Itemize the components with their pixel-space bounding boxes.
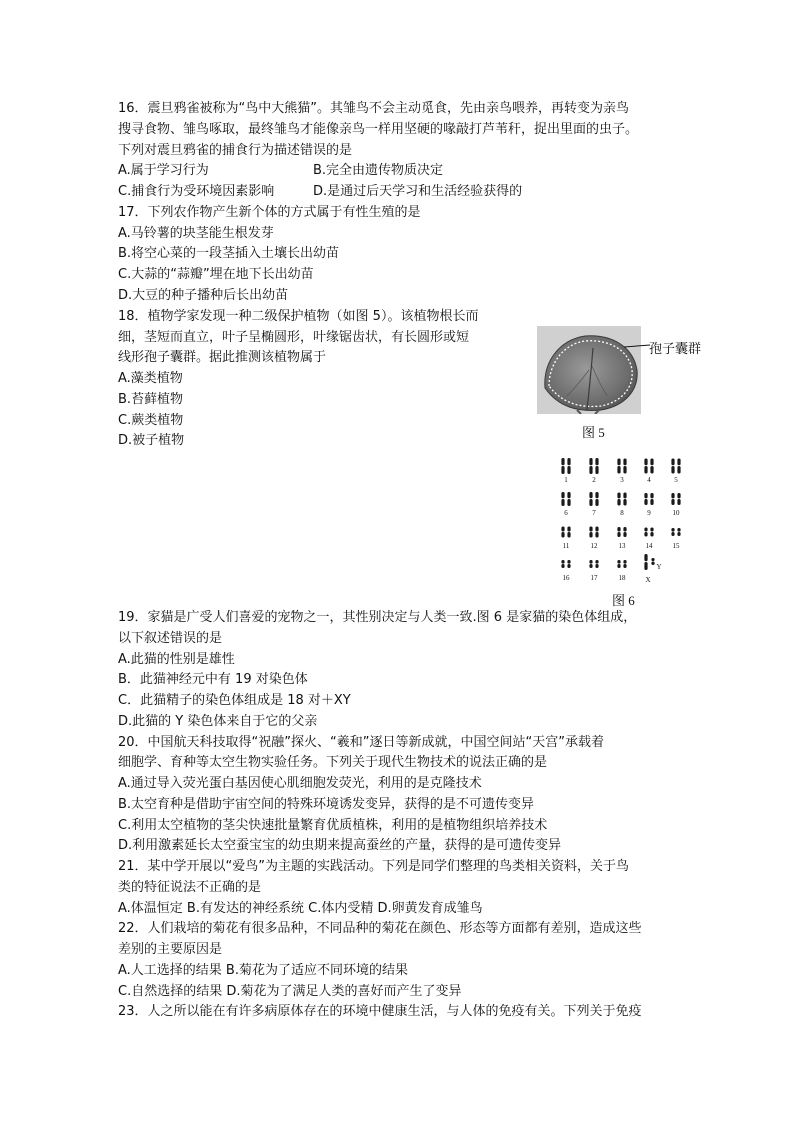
- chromosome-pair-9: [644, 493, 653, 505]
- q17-stem: 17．下列农作物产生新个体的方式属于有性生殖的是: [118, 205, 421, 220]
- q22-stem-line-2: 差别的主要原因是: [118, 942, 223, 957]
- chromosome-pair-10: [671, 493, 680, 505]
- chromosome-label: 16: [562, 574, 570, 582]
- q18-option-d: D.被子植物: [118, 433, 185, 448]
- chromosome-pair-17: [589, 560, 598, 568]
- q20-option-c: C.利用太空植物的茎尖快速批量繁育优质植株，利用的是植物组织培养技术: [118, 818, 548, 833]
- chromosome-label: 7: [592, 509, 596, 517]
- chromosome-label: 15: [672, 542, 680, 550]
- q21-stem-line-2: 类的特征说法不正确的是: [118, 880, 262, 895]
- q19-option-b: B．此猫神经元中有 19 对染色体: [118, 672, 308, 687]
- q19-option-d: D.此猫的 Y 染色体来自于它的父亲: [118, 714, 318, 729]
- chromosome-label: 11: [562, 542, 570, 550]
- q16-option-c: C.捕食行为受环境因素影响: [118, 184, 275, 199]
- q21-stem-line-1: 21．某中学开展以“爱鸟”为主题的实践活动。下列是同学们整理的鸟类相关资料，关于鸟: [118, 859, 630, 874]
- chromosome-label: 6: [564, 509, 568, 517]
- q20-stem-line-2: 细胞学、育种等太空生物实验任务。下列关于现代生物技术的说法正确的是: [118, 755, 548, 770]
- q22-stem-line-1: 22．人们栽培的菊花有很多品种，不同品种的菊花在颜色、形态等方面都有差别，造成这些: [118, 921, 642, 936]
- chromosome-label: 14: [645, 542, 653, 550]
- chromosome-label: 17: [590, 574, 598, 582]
- chromosome-pair-6: [561, 492, 570, 506]
- chromosome-label: 5: [674, 476, 678, 484]
- q21-options: A.体温恒定 B.有发达的神经系统 C.体内受精 D.卵黄发育成雏鸟: [118, 901, 483, 916]
- chromosome-label: 3: [620, 476, 624, 484]
- q17-option-b: B.将空心菜的一段茎插入土壤长出幼苗: [118, 246, 340, 261]
- q16-option-b: B.完全由遗传物质决定: [313, 163, 444, 178]
- chromosome-pair-13: [617, 527, 626, 537]
- q16-stem-line-3: 下列对震旦鸦雀的捕食行为描述错误的是: [118, 143, 353, 158]
- chromosome-pair-16: [561, 560, 570, 568]
- q19-stem-line-1: 19．家猫是广受人们喜爱的宠物之一，其性别决定与人类一致.图 6 是家猫的染色体组成，: [118, 610, 637, 625]
- q20-stem-line-1: 20．中国航天科技取得“祝融”探火、“羲和”逐日等新成就，中国空间站“天宫”承载着: [118, 735, 604, 750]
- q20-option-d: D.利用激素延长太空蚕宝宝的幼虫期来提高蚕丝的产量，获得的是可遗传变异: [118, 838, 562, 853]
- q19-stem-line-2: 以下叙述错误的是: [118, 631, 223, 646]
- chromosome-label-x: X: [645, 576, 651, 584]
- chromosome-pair-1: [561, 458, 570, 474]
- chromosome-label: 4: [647, 476, 651, 484]
- q18-stem-line-2: 细，茎短而直立，叶子呈椭圆形，叶缘锯齿状，有长圆形或短: [118, 330, 470, 345]
- figure-5-caption: 图 5: [582, 425, 605, 440]
- chromosome-label: 13: [618, 542, 626, 550]
- chromosome-label-y: Y: [656, 563, 662, 571]
- chromosome-label: 2: [592, 476, 596, 484]
- q18-stem-line-1: 18．植物学家发现一种二级保护植物（如图 5）。该植物根长而: [118, 309, 479, 324]
- q16-option-a: A.属于学习行为: [118, 163, 209, 178]
- q22-options-line-1: A.人工选择的结果 B.菊花为了适应不同环境的结果: [118, 963, 408, 978]
- chromosome-pair-7: [589, 492, 598, 506]
- chromosome-pair-8: [617, 493, 626, 506]
- sex-chromosomes: [644, 554, 654, 570]
- chromosome-label: 9: [647, 509, 651, 517]
- q16-stem-line-2: 搜寻食物、雏鸟啄取，最终雏鸟才能像亲鸟一样用坚硬的喙敲打芦苇秆，捉出里面的虫子。: [118, 122, 639, 137]
- figure-5-label: 孢子囊群: [649, 342, 702, 357]
- chromosome-pair-11: [561, 527, 570, 538]
- figure-6-caption: 图 6: [612, 593, 635, 608]
- q18-stem-line-3: 线形孢子囊群。据此推测该植物属于: [118, 350, 327, 365]
- q17-option-d: D.大豆的种子播种后长出幼苗: [118, 288, 289, 303]
- q18-option-b: B.苔藓植物: [118, 392, 184, 407]
- chromosome-label: 1: [564, 476, 568, 484]
- chromosome-pair-3: [617, 459, 626, 474]
- q18-option-c: C.蕨类植物: [118, 413, 184, 428]
- chromosome-pair-15: [671, 528, 680, 536]
- q16-stem-line-1: 16．震旦鸦雀被称为“鸟中大熊猫”。其雏鸟不会主动觅食，先由亲鸟喂养，再转变为亲鸟: [118, 101, 630, 116]
- q22-options-line-2: C.自然选择的结果 D.菊花为了满足人类的喜好而产生了变异: [118, 984, 462, 999]
- leader-line: [624, 339, 652, 349]
- chromosome-label: 18: [618, 574, 626, 582]
- chromosome-pair-14: [644, 528, 653, 537]
- chromosome-pair-2: [589, 458, 598, 474]
- chromosome-pair-18: [617, 560, 626, 568]
- chromosome-label: 12: [590, 542, 598, 550]
- karyotype-figure: [552, 456, 692, 584]
- q23-stem: 23．人之所以能在有许多病原体存在的环境中健康生活，与人体的免疫有关。下列关于免疫: [118, 1004, 642, 1019]
- q18-option-a: A.藻类植物: [118, 371, 183, 386]
- q16-option-d: D.是通过后天学习和生活经验获得的: [313, 184, 523, 199]
- q20-option-b: B.太空育种是借助宇宙空间的特殊环境诱发变异，获得的是不可遗传变异: [118, 797, 535, 812]
- chromosome-label: 8: [620, 509, 624, 517]
- chromosome-pair-4: [644, 459, 653, 474]
- q17-option-c: C.大蒜的“蒜瓣”埋在地下长出幼苗: [118, 267, 314, 282]
- q17-option-a: A.马铃薯的块茎能生根发芽: [118, 226, 274, 241]
- chromosome-label: 10: [672, 509, 680, 517]
- chromosome-pair-12: [589, 527, 598, 538]
- q20-option-a: A.通过导入荧光蛋白基因使心肌细胞发荧光，利用的是克隆技术: [118, 776, 482, 791]
- q19-option-c: C．此猫精子的染色体组成是 18 对＋XY: [118, 693, 351, 708]
- q19-option-a: A.此猫的性别是雄性: [118, 652, 235, 667]
- chromosome-pair-5: [671, 459, 680, 474]
